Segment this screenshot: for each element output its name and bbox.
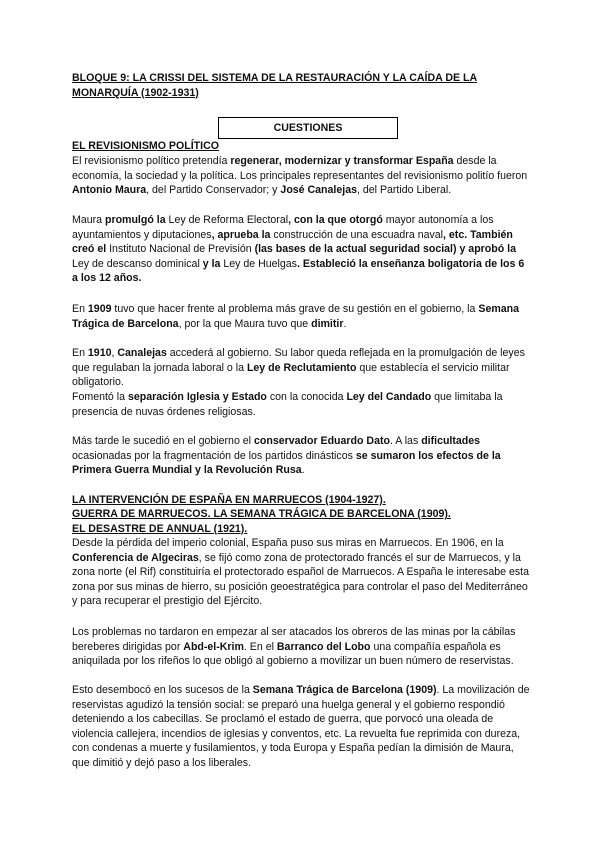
text-run: que limitaba la presencia de nuvas órdenes religiosas. — [72, 391, 503, 418]
bold-term: José Canalejas — [280, 184, 357, 197]
bold-term: Semana Trágica de Barcelona (1909) — [252, 684, 437, 696]
bold-term: , etc. También creó el — [72, 228, 513, 256]
text-run: En — [72, 347, 88, 359]
text-run: , del Partido Conservador; y — [146, 184, 281, 197]
text-run: tuvo que hacer frente al problema más grave de su gestión en el gobierno, la — [111, 303, 479, 315]
text-run: . A las — [389, 435, 422, 447]
text-run: El revisionismo político pretendía — [72, 155, 231, 167]
bold-term: , aprueba la — [211, 228, 274, 241]
bold-term: (las bases de la actual seguridad social) y aprobó la — [251, 243, 516, 256]
text-run: accederá al gobierno. Su labor queda reflejada en la promulgación de leyes que regulaban la jornada laboral o la — [72, 347, 525, 374]
text-run: Más tarde le sucedió en el gobierno el — [72, 435, 254, 447]
text-run: Ley de descanso dominical — [72, 257, 200, 270]
bold-term: Ley de Reclutamiento — [246, 361, 357, 374]
bold-term: Ley del Candado — [346, 391, 432, 403]
text-run: , por la que Maura tuvo que — [178, 317, 312, 330]
text-run: mayor autonomía a los ayuntamientos y diputaciones — [72, 214, 494, 241]
bold-term: regenerar, modernizar y transformar España — [230, 155, 454, 167]
paragraph — [72, 346, 530, 390]
text-run: Los problemas no tardaron en empezar al ser atacados los obreros de las minas por la cábilas bereberes dirigidas por — [72, 626, 516, 653]
text-run: construcción de una escuadra naval — [273, 228, 444, 241]
paragraph — [72, 683, 530, 771]
bold-term: Abd-el-Krim — [183, 640, 244, 653]
text-run: . En el — [243, 640, 277, 653]
paragraph — [72, 302, 530, 331]
heading-line: EL DESASTRE DE ANNUAL (1921). — [72, 522, 248, 535]
title-line-1: BLOQUE 9: LA CRISSI DEL SISTEMA DE LA RESTAURACIÓN Y LA CAÍDA DE LA — [72, 72, 478, 84]
text-run: . — [343, 317, 347, 330]
paragraph — [72, 625, 530, 669]
bold-term: Canalejas — [117, 347, 167, 359]
paragraph — [72, 390, 530, 419]
text-run: , — [111, 347, 118, 359]
bold-term: Antonio Maura — [72, 184, 147, 197]
title-line-2: MONARQUÍA (1902-1931) — [72, 86, 199, 99]
bold-term: Barranco del Lobo — [276, 640, 371, 653]
bold-term: Semana Trágica de Barcelona — [72, 303, 520, 330]
text-run: Maura — [72, 214, 103, 226]
section-heading-marruecos — [72, 493, 451, 536]
bold-term: , con la que otorgó — [288, 214, 386, 226]
text-run: . La movilización de reservistas agudizó la tensión social: se preparó una huelga general y el gobierno respondió deteniendo a los cabecillas. Se proclamó el estado de guerra, que porvocó una oleada de violencia callejera, incendios de iglesias y conventos, etc. La revuelta fue reprimida con dureza, con condenas a muerte y fusilamientos, y toda Europa y España pedían la dimisión de Maura, que dimitió y dejó paso a los liberales. — [72, 684, 530, 769]
heading-line: LA INTERVENCIÓN DE ESPAÑA EN MARRUECOS (1904-1927). — [72, 494, 386, 506]
bold-term: . Estableció la enseñanza boligatoria de los 6 a los 12 años. — [72, 257, 525, 285]
text-run: Ley de Reforma Electoral — [168, 214, 289, 226]
text-run: . — [301, 464, 305, 477]
text-run: Fomentó la — [72, 391, 128, 403]
text-run: Esto desembocó en los sucesos de la — [72, 684, 253, 696]
text-run: con la conocida — [266, 391, 347, 403]
text-run: desde la economía, la sociedad y la política. Los principales representantes del revisionismo politío fueron — [72, 155, 528, 182]
paragraph — [72, 434, 530, 478]
bold-term: y la — [199, 257, 224, 270]
text-run: ocasionadas por la fragmentación de los partidos dinásticos — [72, 449, 356, 462]
bold-term: 1909 — [87, 303, 112, 315]
paragraph — [72, 154, 530, 198]
bold-term: promulgó la — [102, 214, 169, 226]
paragraph — [72, 536, 530, 609]
text-run: Ley de Huelgas — [223, 257, 297, 270]
paragraph — [72, 213, 530, 286]
text-run: una compañía española es aniquilada por los rifeños lo que obligó al gobierno a movilizar un buen número de reservistas. — [72, 640, 514, 668]
bold-term: separación Iglesia y Estado — [127, 391, 267, 403]
cuestiones-box: CUESTIONES — [218, 117, 398, 139]
text-run: , del Partido Liberal. — [356, 184, 452, 197]
bold-term: Conferencia de Algeciras — [72, 551, 199, 564]
document-title — [72, 71, 532, 100]
bold-term: se sumaron los efectos de la Primera Guerra Mundial y la Revolución Rusa — [72, 449, 501, 477]
heading-line: GUERRA DE MARRUECOS. LA SEMANA TRÁGICA DE BARCELONA (1909). — [72, 508, 451, 521]
bold-term: conservador Eduardo Dato — [253, 435, 390, 447]
text-run: Instituto Nacional de Previsión — [109, 243, 252, 256]
text-run: que establecía el servicio militar obligatorio. — [72, 361, 510, 389]
section-heading-revisionismo: EL REVISIONISMO POLÍTICO — [72, 140, 219, 152]
text-run: , se fijó como zona de protectorado francés el sur de Marruecos, y la zona norte (el Rif) constituiría el protectorado español de Marruecos. A España le interesabe esta zona por sus minas de hierro, su posición geoestratégica para controlar el paso del Mediterráneo y para recuperar el prestigio del Ejército. — [72, 551, 529, 608]
bold-term: dimitir — [311, 317, 344, 330]
bold-term: dificultades — [421, 435, 481, 447]
text-run: En — [72, 303, 88, 315]
bold-term: 1910 — [87, 347, 112, 359]
text-run: Desde la pérdida del imperio colonial, España puso sus miras en Marruecos. En 1906, en la — [72, 537, 504, 549]
